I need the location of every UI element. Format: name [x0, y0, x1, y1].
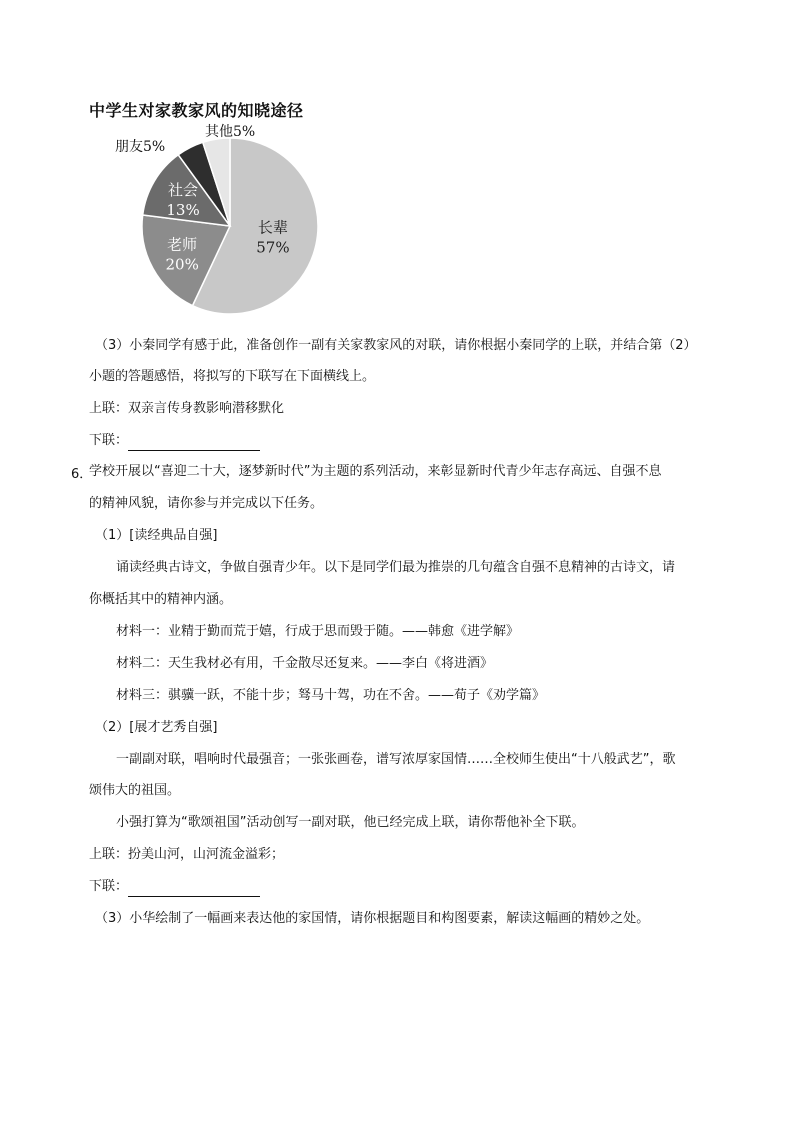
material-1: 材料一：业精于勤而荒于嬉，行成于思而毁于随。——韩愈《进学解》	[116, 624, 520, 639]
answer-blank[interactable]	[128, 882, 260, 897]
q6-intro-line2: 的精神风貌，请你参与并完成以下任务。	[89, 496, 324, 511]
slice-label-0: 长辈	[257, 218, 288, 237]
q6-part1-text2: 你概括其中的精神内涵。	[89, 592, 233, 607]
q5-3-line1: （3）小秦同学有感于此，准备创作一副有关家教家风的对联，请你根据小秦同学的上联，并结合第（2）	[95, 338, 697, 353]
q6-part2-lower	[89, 877, 260, 897]
q5-3-lower	[89, 431, 260, 451]
lower-label: 下联：	[89, 433, 129, 448]
slice-label-1: 老师	[167, 235, 198, 254]
q6-intro-line1: 学校开展以“喜迎二十大，逐梦新时代”为主题的系列活动，来彰显新时代青少年志存高远、自强不息	[89, 464, 662, 479]
material-2: 材料二：天生我材必有用，千金散尽还复来。——李白《将进酒》	[116, 656, 494, 671]
q5-3-upper: 上联：双亲言传身教影响潜移默化	[89, 401, 285, 416]
chart-title: 中学生对家教家风的知晓途径	[89, 101, 304, 120]
answer-blank[interactable]	[128, 436, 260, 451]
q6-part2-upper: 上联：扮美山河，山河流金溢彩；	[89, 847, 285, 862]
slice-label-2: 社会	[168, 181, 199, 200]
q6-part1-heading: （1）[读经典品自强]	[95, 528, 218, 543]
q6-part3-text: （3）小华绘制了一幅画来表达他的家国情，请你根据题目和构图要素，解读这幅画的精妙之处。	[95, 911, 650, 926]
lower-label: 下联：	[89, 879, 129, 894]
label-friends: 朋友5%	[115, 139, 166, 155]
material-3: 材料三：骐骥一跃，不能十步；驽马十驾，功在不舍。——荀子《劝学篇》	[116, 688, 546, 703]
question-number: 6．	[71, 467, 93, 482]
slice-value-2: 13%	[166, 201, 200, 220]
q6-part2-text3: 小强打算为“歌颂祖国”活动创写一副对联，他已经完成上联，请你帮他补全下联。	[116, 815, 585, 830]
slice-value-1: 20%	[165, 255, 199, 274]
q6-part2-text2: 颂伟大的祖国。	[89, 783, 181, 798]
q5-3-line2: 小题的答题感悟，将拟写的下联写在下面横线上。	[89, 369, 376, 384]
q6-part1-text1: 诵读经典古诗文，争做自强青少年。以下是同学们最为推崇的几句蕴含自强不息精神的古诗文，请	[116, 560, 676, 575]
pie-chart	[85, 96, 385, 316]
slice-value-0: 57%	[256, 238, 290, 257]
label-other: 其他5%	[205, 124, 256, 140]
q6-part2-text1: 一副副对联，唱响时代最强音；一张张画卷，谱写浓厚家国情……全校师生使出“十八般武艺”，歌	[116, 752, 676, 767]
q6-part2-heading: （2）[展才艺秀自强]	[95, 720, 218, 735]
